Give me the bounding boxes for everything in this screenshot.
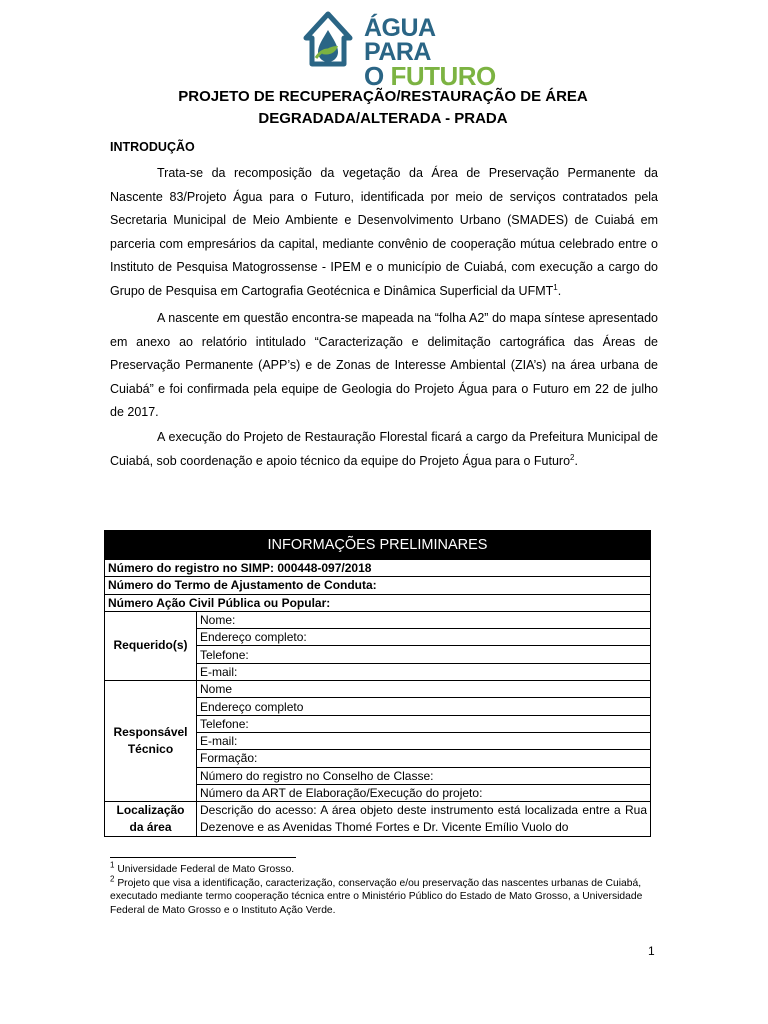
title-line-1: PROJETO DE RECUPERAÇÃO/RESTAURAÇÃO DE ÁREA: [178, 88, 588, 105]
simp-number-cell: Número do registro no SIMP: 000448-097/2018: [105, 560, 651, 577]
paragraph-3-text: A execução do Projeto de Restauração Florestal ficará a cargo da Prefeitura Municipal de Cuiabá, sob coordenação e apoio técnico da equipe do Projeto Água para o Futuro: [110, 430, 658, 468]
responsavel-label-line-2: Técnico: [127, 742, 174, 757]
footnote-1: [110, 860, 658, 877]
informacoes-preliminares-table: [104, 530, 651, 837]
agua-para-o-futuro-logo: [298, 8, 498, 91]
paragraph-2: [110, 307, 658, 425]
responsavel-art: Número da ART de Elaboração/Execução do projeto:: [197, 784, 651, 801]
responsavel-endereco: Endereço completo: [197, 698, 651, 715]
footnote-separator: [110, 857, 296, 858]
logo-wordmark: [364, 14, 498, 91]
logo-line-2: [364, 61, 498, 91]
footnote-2: [110, 874, 658, 918]
paragraph-1-end: .: [557, 283, 562, 298]
title-line-2: DEGRADADA/ALTERADA - PRADA: [258, 110, 508, 127]
responsavel-registro-conselho: Número do registro no Conselho de Classe:: [197, 767, 651, 784]
paragraph-2-text: A nascente em questão encontra-se mapeada na “folha A2” do mapa síntese apresentado em anexo ao relatório intitulado “Caracterização e delimitação cartográfica das Áreas de Preservação Permanente (APP’s) e de Zonas de Interesse Ambiental (ZIA’s) na área urbana de Cuiabá” e foi confirmada pela equipe de Geologia do Projeto Água para o Futuro em 22 de julho de 2017.: [110, 311, 658, 420]
logo-futuro: FUTURO: [390, 61, 496, 91]
localizacao-label-line-1: Localização: [116, 803, 185, 818]
table-row: [105, 560, 651, 577]
footnote-2-text: Projeto que visa a identificação, caracterização, conservação e/ou preservação das nascentes urbanas de Cuiabá, executado mediante termo cooperação técnica entre o Ministério Público do Estado de Mato Grosso, a Universidade Federal de Mato Grosso e o Instituto Ação Verde.: [110, 877, 643, 916]
logo-line-1: ÁGUA PARA: [364, 14, 435, 66]
responsavel-email: E-mail:: [197, 732, 651, 749]
table-row: [105, 802, 651, 837]
table-row: [105, 611, 651, 628]
page-number: 1: [648, 944, 655, 958]
responsavel-label-line-1: Responsável: [113, 725, 188, 740]
table-header-row: [105, 531, 651, 560]
footnote-ref-1: 1: [553, 282, 558, 292]
footnote-2-number: 2: [110, 874, 115, 884]
requerido-telefone: Telefone:: [197, 646, 651, 663]
requerido-label: Requerido(s): [105, 611, 197, 680]
paragraph-3-end: .: [574, 453, 578, 468]
localizacao-descricao: Descrição do acesso: A área objeto deste instrumento está localizada entre a Rua Dezenove e as Avenidas Thomé Fortes e Dr. Vicente Emílio Vuolo do: [197, 802, 651, 837]
section-heading-introducao: INTRODUÇÃO: [110, 140, 195, 154]
acao-civil-cell: Número Ação Civil Pública ou Popular:: [105, 594, 651, 611]
paragraph-1: [110, 162, 658, 304]
requerido-nome: Nome:: [197, 611, 651, 628]
footnote-ref-2: 2: [570, 452, 575, 462]
footnote-1-text: Universidade Federal de Mato Grosso.: [114, 864, 295, 875]
responsavel-label: [105, 681, 197, 802]
responsavel-telefone: Telefone:: [197, 715, 651, 732]
responsavel-formacao: Formação:: [197, 750, 651, 767]
table-header: INFORMAÇÕES PRELIMINARES: [105, 531, 651, 560]
paragraph-1-text: Trata-se da recomposição da vegetação da Área de Preservação Permanente da Nascente 83/Projeto Água para o Futuro, identificada por meio de serviços contratados pela Secretaria Municipal de Meio Ambiente e Desenvolvimento Urbano (SMADES) de Cuiabá em parceria com empresários da capital, mediante convênio de cooperação mútua celebrado entre o Instituto de Pesquisa Matogrossense - IPEM e o município de Cuiabá, com execução a cargo do Grupo de Pesquisa em Cartografia Geotécnica e Dinâmica Superficial da UFMT: [110, 166, 658, 298]
table-row: [105, 577, 651, 594]
requerido-endereco: Endereço completo:: [197, 629, 651, 646]
localizacao-label: [105, 802, 197, 837]
table-row: [105, 681, 651, 698]
logo-o: O: [364, 61, 384, 91]
responsavel-nome: Nome: [197, 681, 651, 698]
document-title: [110, 86, 656, 130]
requerido-email: E-mail:: [197, 663, 651, 680]
footnote-1-number: 1: [110, 860, 115, 870]
water-drop-house-icon: [298, 8, 358, 70]
tac-number-cell: Número do Termo de Ajustamento de Conduta:: [105, 577, 651, 594]
paragraph-3: [110, 426, 658, 473]
table-row: [105, 594, 651, 611]
localizacao-label-line-2: da área: [129, 820, 172, 835]
footnotes: [110, 860, 658, 917]
